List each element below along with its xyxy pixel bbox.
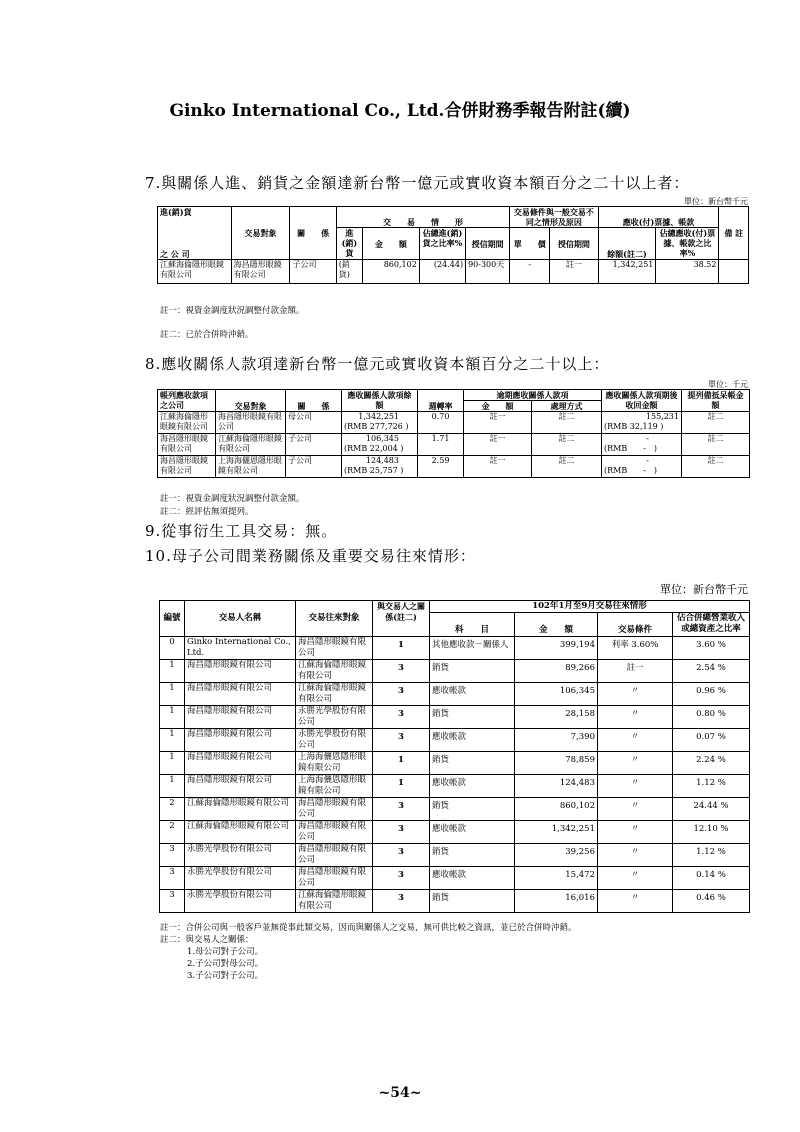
cell-party: 永勝光學股份有限公司 [185,890,296,913]
cell-receivable: 106,345 [365,434,399,443]
cell-receivable-rmb: (RMB 277,726 ) [344,422,409,431]
cell-ratio: 0.80 % [673,706,750,729]
cell-counterparty: 上海海儷恩隱形眼鏡有限公司 [296,752,373,775]
cell-amount: 860,102 [363,260,420,284]
cell-handling: 註二 [532,412,602,434]
cell-amount: 89,266 [515,660,598,683]
cell-counterparty: 江蘇海倫隱形眼鏡有限公司 [296,660,373,683]
cell-counterparty: 海昌隱形眼鏡有限公司 [296,821,373,844]
cell-relation: 1 [373,752,430,775]
cell-turnover: 0.70 [418,412,464,434]
cell-no: 0 [160,637,185,660]
section-8-unit: 單位：千元 [708,380,748,389]
cell-counterparty: 海昌隱形眼鏡有限公司 [231,260,290,284]
cell-subsequent-rmb: (RMB - ) [604,444,658,453]
header-purchase-sale: 進(銷)貨 [336,228,362,260]
header-relation: 關 係 [290,207,336,260]
cell-terms: 〃 [598,844,673,867]
cell-ratio: (24.44) [419,260,465,284]
cell-remark [719,260,749,284]
table-row [160,637,750,660]
header-terms-diff: 交易條件與一般交易不同之情形及原因 [510,207,598,228]
table-row [158,434,750,456]
table-row [160,660,750,683]
cell-relation: 3 [373,798,430,821]
cell-ratio: 0.14 % [673,867,750,890]
cell-ratio: 2.54 % [673,660,750,683]
cell-no: 1 [160,706,185,729]
cell-account: 應收帳款 [430,729,515,752]
cell-amount: 15,472 [515,867,598,890]
cell-account: 應收帳款 [430,867,515,890]
cell-type: (銷貨) [336,260,362,284]
cell-subsequent-rmb: (RMB 32,119 ) [604,422,664,431]
table-row [158,260,749,284]
header-no: 編號 [160,601,185,637]
section-10-note-2: 註二：與交易人之關係： [160,935,254,945]
cell-unit-price: - [510,260,550,284]
header-handling: 處理方式 [532,401,602,412]
section-7-note-2: 註二：已於合併時沖銷。 [160,330,254,340]
table-row [160,821,750,844]
header-amount: 金 額 [363,228,420,260]
cell-amount: 28,158 [515,706,598,729]
cell-no: 1 [160,775,185,798]
header-counterparty: 交易往來對象 [296,601,373,637]
cell-company: 江蘇海倫隱形眼鏡有限公司 [158,412,216,434]
cell-counterparty: 江蘇海倫隱形眼鏡有限公司 [296,890,373,913]
cell-terms: 〃 [598,798,673,821]
cell-counterparty: 海昌隱形眼鏡有限公司 [216,412,286,434]
page-number: ~54~ [378,1085,422,1101]
cell-terms: 〃 [598,775,673,798]
header-allowance: 提列備抵呆帳金額 [682,390,750,412]
cell-party: Ginko International Co., Ltd. [185,637,296,660]
cell-party: 永勝光學股份有限公司 [185,867,296,890]
cell-ratio: 0.07 % [673,729,750,752]
header-party: 交易人名稱 [185,601,296,637]
section-9-heading: 9.從事衍生工具交易：無。 [145,522,338,540]
cell-overdue: 註一 [464,434,532,456]
table-row [160,729,750,752]
cell-relation: 3 [373,867,430,890]
cell-account: 應收帳款 [430,821,515,844]
cell-handling: 註二 [532,456,602,478]
cell-overdue: 註一 [464,456,532,478]
section-10-heading: 10.母子公司間業務關係及重要交易往來情形： [145,547,476,565]
cell-ratio: 0.96 % [673,683,750,706]
cell-account: 銷貨 [430,706,515,729]
header-credit-2: 授信期間 [550,228,598,260]
cell-company: 江蘇海倫隱形眼鏡有限公司 [158,260,232,284]
cell-no: 2 [160,821,185,844]
cell-turnover: 1.71 [418,434,464,456]
cell-party: 江蘇海倫隱形眼鏡有限公司 [185,821,296,844]
cell-amount: 1,342,251 [515,821,598,844]
cell-counterparty: 永勝光學股份有限公司 [296,729,373,752]
header-amount: 金 額 [464,401,532,412]
cell-account: 應收帳款 [430,775,515,798]
cell-account: 應收帳款 [430,683,515,706]
cell-credit-2: 註一 [550,260,598,284]
header-company: 帳列應收款項之公司 [158,390,216,412]
cell-relation: 母公司 [286,412,342,434]
table-row [160,867,750,890]
cell-relation: 3 [373,706,430,729]
cell-allowance: 註二 [682,434,750,456]
cell-receivable: 1,342,251 [358,412,399,421]
cell-ratio: 3.60 % [673,637,750,660]
cell-relation: 3 [373,890,430,913]
table-row [160,683,750,706]
cell-relation: 子公司 [286,434,342,456]
cell-relation: 子公司 [286,456,342,478]
cell-relation: 子公司 [290,260,336,284]
header-ratio: 佔總進(銷)貨之比率% [419,228,465,260]
cell-amount: 16,016 [515,890,598,913]
cell-ratio: 12.10 % [673,821,750,844]
cell-balance-ratio: 38.52 [656,260,719,284]
table-row [160,752,750,775]
cell-subsequent: - [646,456,649,465]
cell-amount: 860,102 [515,798,598,821]
header-counterparty: 交易對象 [216,390,286,412]
cell-account: 銷貨 [430,660,515,683]
header-company-bottom: 之 公 司 [158,228,232,260]
cell-terms: 〃 [598,706,673,729]
cell-no: 3 [160,890,185,913]
header-company-top: 進(銷)貨 [158,207,232,228]
header-turnover: 週轉率 [418,390,464,412]
section-10-note-1: 註一：合併公司與一般客戶並無從事此類交易，因而與關係人之交易，無可供比較之資訊，並已於合併時沖銷。 [160,923,577,933]
cell-terms: 利率 3.60% [598,637,673,660]
cell-ratio: 1.12 % [673,775,750,798]
table-row [158,412,750,434]
cell-party: 永勝光學股份有限公司 [185,844,296,867]
header-ratio: 佔合併總營業收入或總資產之比率 [673,613,750,637]
cell-overdue: 註一 [464,412,532,434]
header-counterparty: 交易對象 [231,207,290,260]
cell-ratio: 1.12 % [673,844,750,867]
cell-account: 銷貨 [430,844,515,867]
cell-party: 海昌隱形眼鏡有限公司 [185,706,296,729]
header-remark: 備 註 [719,207,749,260]
cell-terms: 〃 [598,867,673,890]
cell-receivable-rmb: (RMB 22,004 ) [344,444,404,453]
cell-party: 海昌隱形眼鏡有限公司 [185,752,296,775]
cell-party: 江蘇海倫隱形眼鏡有限公司 [185,798,296,821]
cell-company: 海昌隱形眼鏡有限公司 [158,456,216,478]
cell-ratio: 0.46 % [673,890,750,913]
cell-company: 海昌隱形眼鏡有限公司 [158,434,216,456]
table-row [160,706,750,729]
cell-counterparty: 海昌隱形眼鏡有限公司 [296,798,373,821]
table-row [160,844,750,867]
section-8-note-2: 註二：經評估無須提列。 [160,507,254,517]
cell-amount: 78,859 [515,752,598,775]
cell-balance: 1,342,251 [598,260,656,284]
header-subsequent: 應收關係人款項期後收回金額 [602,390,682,412]
section-8-note-1: 註一：視資金調度狀況調整付款金額。 [160,494,305,504]
cell-terms: 〃 [598,752,673,775]
cell-no: 1 [160,729,185,752]
cell-subsequent: - [646,434,649,443]
cell-terms: 〃 [598,821,673,844]
header-unit-price: 單 價 [510,228,550,260]
cell-relation: 1 [373,637,430,660]
cell-relation: 3 [373,821,430,844]
cell-counterparty: 永勝光學股份有限公司 [296,706,373,729]
header-receivable: 應收關係人款項餘額 [342,390,418,412]
cell-no: 2 [160,798,185,821]
cell-receivable-rmb: (RMB 25,757 ) [344,466,404,475]
header-relation: 關 係 [286,390,342,412]
cell-subsequent: 155,231 [645,412,679,421]
intercompany-transactions-table [159,600,750,913]
header-transaction: 交 易 情 形 [336,207,509,228]
cell-no: 3 [160,867,185,890]
cell-relation: 3 [373,683,430,706]
section-10-note-5: 3.子公司對子公司。 [187,971,264,981]
header-overdue: 逾期應收關係人款項 [464,390,602,401]
table-row [158,456,750,478]
cell-allowance: 註二 [682,412,750,434]
cell-ratio: 24.44 % [673,798,750,821]
cell-no: 1 [160,752,185,775]
header-balance-ratio: 佔總應收(付)票據、帳款之比率% [656,228,719,260]
cell-account: 其他應收款－關係人 [430,637,515,660]
table-row [160,890,750,913]
cell-party: 海昌隱形眼鏡有限公司 [185,683,296,706]
section-10-unit: 單位：新台幣千元 [660,583,748,596]
cell-credit: 90-300天 [466,260,510,284]
cell-amount: 106,345 [515,683,598,706]
cell-amount: 39,256 [515,844,598,867]
cell-allowance: 註二 [682,456,750,478]
related-party-receivables-table [157,389,750,478]
cell-account: 銷貨 [430,890,515,913]
cell-account: 銷貨 [430,798,515,821]
cell-counterparty: 上海海儷恩隱形眼鏡有限公司 [216,456,286,478]
cell-relation: 3 [373,660,430,683]
cell-amount: 7,390 [515,729,598,752]
header-account: 科 目 [430,613,515,637]
cell-terms: 〃 [598,683,673,706]
cell-terms: 〃 [598,729,673,752]
cell-no: 3 [160,844,185,867]
cell-relation: 3 [373,844,430,867]
cell-counterparty: 江蘇海倫隱形眼鏡有限公司 [216,434,286,456]
table-row [160,798,750,821]
cell-turnover: 2.59 [418,456,464,478]
cell-party: 海昌隱形眼鏡有限公司 [185,775,296,798]
header-relation: 與交易人之關係(註二) [373,601,430,637]
header-balance: 餘額(註二) [598,228,656,260]
header-amount: 金 額 [515,613,598,637]
section-10-note-4: 2.子公司對母公司。 [187,959,264,969]
cell-no: 1 [160,660,185,683]
cell-amount: 399,194 [515,637,598,660]
header-period: 102年1月至9月交易往來情形 [430,601,750,613]
cell-subsequent-rmb: (RMB - ) [604,466,658,475]
section-10-note-3: 1.母公司對子公司。 [187,947,264,957]
table-row [160,775,750,798]
header-receivable: 應收(付)票據、帳款 [598,207,719,228]
cell-amount: 124,483 [515,775,598,798]
cell-counterparty: 海昌隱形眼鏡有限公司 [296,844,373,867]
cell-counterparty: 海昌隱形眼鏡有限公司 [296,637,373,660]
cell-handling: 註二 [532,434,602,456]
cell-no: 1 [160,683,185,706]
section-8-heading: 8.應收關係人款項達新台幣一億元或實收資本額百分之二十以上： [145,355,610,373]
related-party-purchases-sales-table [157,206,749,284]
section-7-note-1: 註一：視資金調度狀況調整付款金額。 [160,306,305,316]
cell-relation: 1 [373,775,430,798]
cell-relation: 3 [373,729,430,752]
page-title: Ginko International Co., Ltd.合併財務季報告附註(續) [169,101,631,121]
cell-counterparty: 江蘇海倫隱形眼鏡有限公司 [296,683,373,706]
cell-counterparty: 上海海儷恩隱形眼鏡有限公司 [296,775,373,798]
cell-terms: 註一 [598,660,673,683]
cell-receivable: 124,483 [365,456,399,465]
cell-party: 海昌隱形眼鏡有限公司 [185,729,296,752]
cell-account: 銷貨 [430,752,515,775]
cell-terms: 〃 [598,890,673,913]
header-terms: 交易條件 [598,613,673,637]
section-7-unit: 單位：新台幣千元 [684,197,748,206]
cell-ratio: 2.24 % [673,752,750,775]
cell-party: 海昌隱形眼鏡有限公司 [185,660,296,683]
header-credit: 授信期間 [466,228,510,260]
cell-counterparty: 海昌隱形眼鏡有限公司 [296,867,373,890]
section-7-heading: 7.與關係人進、銷貨之金額達新台幣一億元或實收資本額百分之二十以上者： [145,174,690,192]
